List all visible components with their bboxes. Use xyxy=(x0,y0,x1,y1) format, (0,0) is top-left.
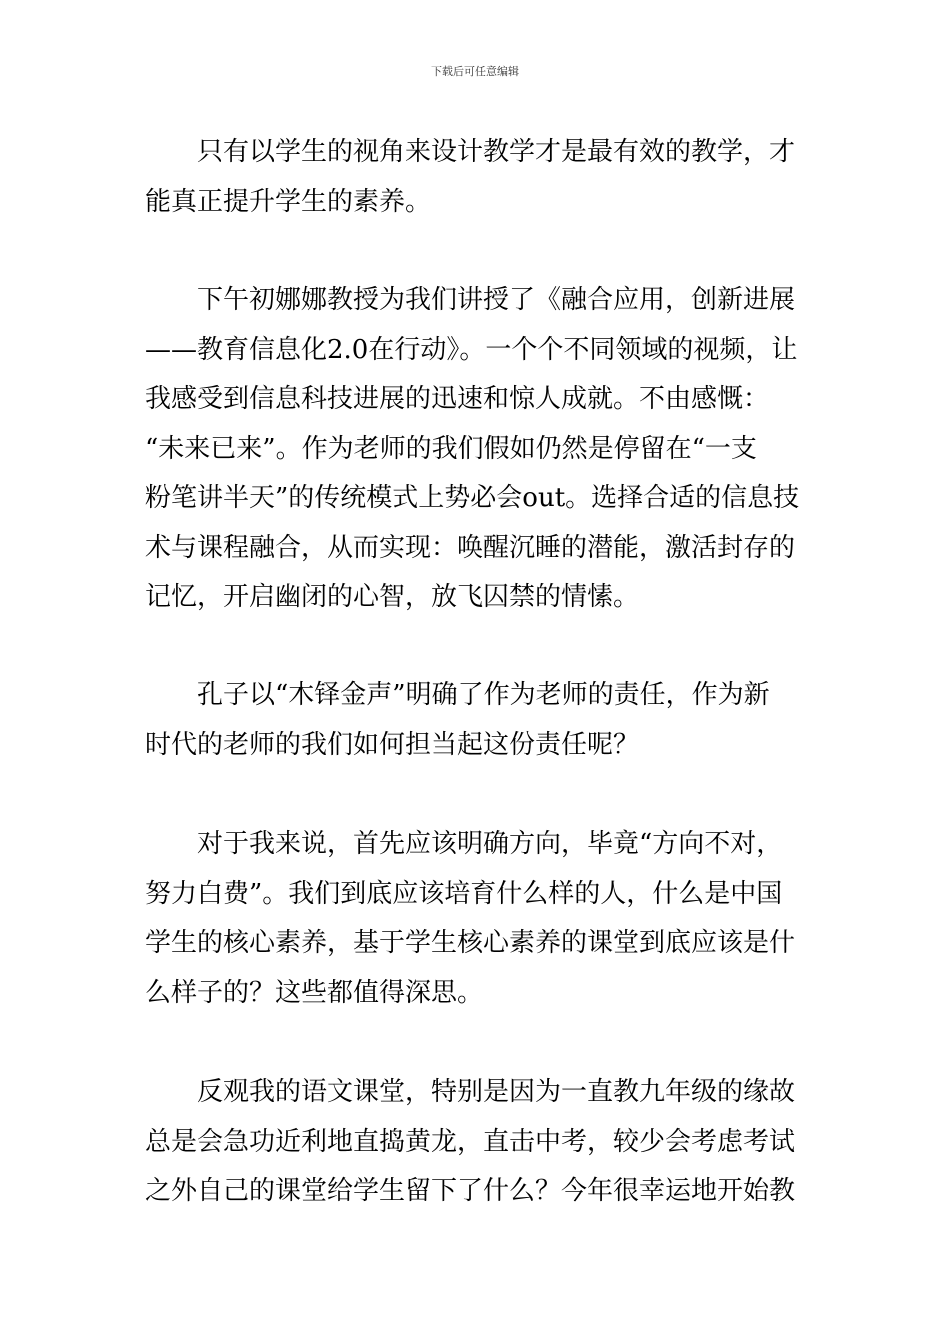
paragraph-line: 孔子以“木铎金声”明确了作为老师的责任，作为新 xyxy=(197,680,770,710)
paragraph-line: 能真正提升学生的素养。 xyxy=(145,186,432,217)
paragraph-line: 对于我来说，首先应该明确方向，毕竟“方向不对， xyxy=(197,829,783,859)
paragraph-line: 总是会急功近利地直捣黄龙，直击中考，较少会考虑考试 xyxy=(145,1126,796,1157)
paragraph-line: 努力白费”。我们到底应该培育什么样的人，什么是中国 xyxy=(145,878,783,909)
paragraph-line: “未来已来”。作为老师的我们假如仍然是停留在“一支 xyxy=(145,433,757,464)
paragraph-1 xyxy=(145,128,795,227)
paragraph-line: 我感受到信息科技进展的迅速和惊人成就。不由感慨： xyxy=(145,384,770,414)
paragraph-line: 只有以学生的视角来设计教学才是最有效的教学，才 xyxy=(197,137,796,167)
paragraph-line: 反观我的语文课堂，特别是因为一直教九年级的缘故 xyxy=(197,1077,796,1107)
page-header-note: 下载后可任意编辑 xyxy=(431,65,519,78)
paragraph-line: 粉笔讲半天”的传统模式上势必会out。选择合适的信息技 xyxy=(145,483,800,513)
paragraph-2 xyxy=(145,276,799,623)
paragraph-5 xyxy=(145,1068,795,1217)
paragraph-line: 学生的核心素养，基于学生核心素养的课堂到底应该是什 xyxy=(145,928,796,958)
paragraph-line: 时代的老师的我们如何担当起这份责任呢？ xyxy=(145,729,640,760)
paragraph-line: ——教育信息化2.0在行动》。一个个不同领域的视频，让 xyxy=(145,334,798,365)
paragraph-line: 术与课程融合，从而实现：唤醒沉睡的潜能，激活封存的 xyxy=(145,532,796,563)
paragraph-line: 之外自己的课堂给学生留下了什么？今年很幸运地开始教 xyxy=(145,1176,796,1206)
paragraph-3 xyxy=(145,671,770,770)
paragraph-line: 记忆，开启幽闭的心智，放飞囚禁的情愫。 xyxy=(145,582,640,612)
paragraph-line: 么样子的？这些都值得深思。 xyxy=(145,977,484,1008)
paragraph-line: 下午初娜娜教授为我们讲授了《融合应用，创新进展 xyxy=(197,285,796,315)
paragraph-4 xyxy=(145,820,795,1018)
